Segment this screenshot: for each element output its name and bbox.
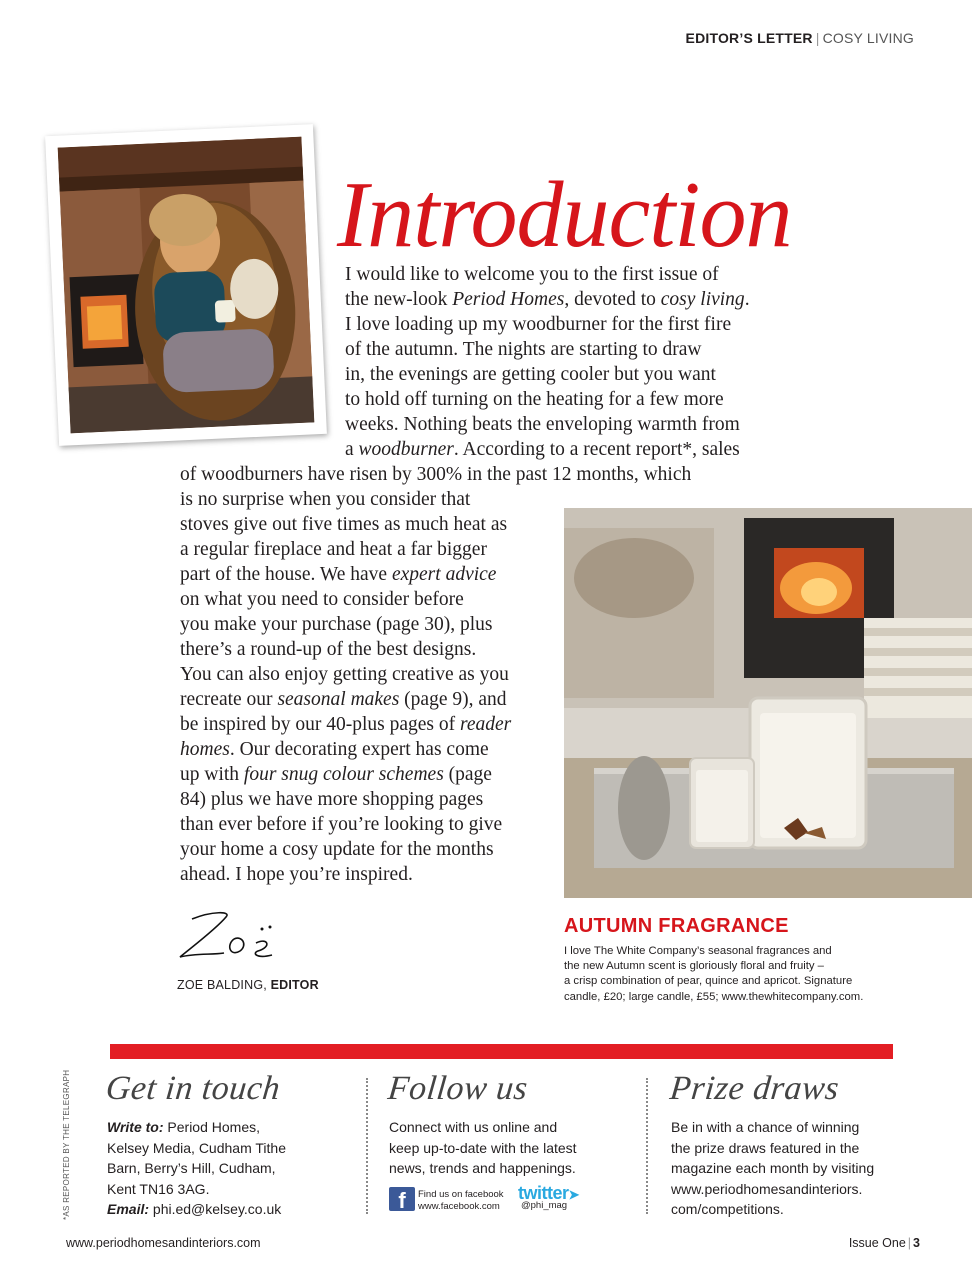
- body-text-run: of the autumn. The nights are starting to draw: [345, 339, 702, 360]
- signature-caption: [177, 978, 319, 992]
- get-in-touch-heading: Get in touch: [104, 1070, 283, 1107]
- follow-us-text: [389, 1117, 577, 1179]
- footer-page-info: [849, 1236, 920, 1250]
- body-line: [345, 362, 716, 387]
- body-line: [180, 637, 476, 662]
- body-line: [180, 712, 511, 737]
- body-text-run: the new-look: [345, 289, 453, 310]
- fragrance-caption: [564, 944, 904, 1005]
- body-line: [180, 537, 487, 562]
- body-text-run: of woodburners have risen by 300% in the past 12 months, which: [180, 464, 692, 485]
- facebook-url[interactable]: www.facebook.com: [418, 1201, 500, 1212]
- body-text-run: you make your purchase (page 30), plus: [180, 614, 493, 635]
- facebook-label: Find us on facebook: [418, 1189, 504, 1200]
- body-line: [345, 437, 740, 462]
- body-emphasis: cosy living: [660, 289, 745, 310]
- header-separator: |: [815, 30, 820, 46]
- body-text-run: your home a cosy update for the months: [180, 839, 494, 860]
- body-text-run: (page 9), and: [399, 689, 507, 710]
- body-line: [180, 562, 496, 587]
- body-line: [345, 387, 724, 412]
- email-label: Email:: [107, 1201, 150, 1217]
- editor-portrait-image: [58, 137, 315, 434]
- body-line: [345, 312, 731, 337]
- red-divider-bar: [110, 1044, 893, 1059]
- facebook-link[interactable]: [389, 1187, 415, 1211]
- prize-draws-text: [671, 1117, 874, 1220]
- body-text-run: up with: [180, 764, 244, 785]
- autumn-candle-image: [564, 508, 972, 898]
- body-text-run: to hold off turning on the heating for a few more: [345, 389, 724, 410]
- body-emphasis: reader: [460, 714, 512, 735]
- page-title: Introduction: [337, 163, 792, 267]
- prize-line: the prize draws featured in the: [671, 1139, 860, 1156]
- candle-photo: [564, 508, 972, 898]
- footer-separator: |: [907, 1236, 912, 1250]
- body-line: [180, 587, 464, 612]
- facebook-text[interactable]: [418, 1189, 504, 1213]
- body-line: [180, 837, 494, 862]
- prize-line: Be in with a chance of winning: [671, 1119, 860, 1135]
- body-line: [345, 262, 719, 287]
- body-text-run: (page: [443, 764, 492, 785]
- body-line: [345, 337, 702, 362]
- fragrance-line: candle, £20; large candle, £55; www.thewhitecompany.com.: [564, 990, 864, 1003]
- editor-signature: [172, 905, 292, 976]
- section-label: EDITOR’S LETTER: [685, 30, 813, 46]
- twitter-handle[interactable]: @phi_mag: [521, 1200, 568, 1211]
- section-header: [686, 30, 914, 46]
- body-text-run: weeks. Nothing beats the enveloping warmth from: [345, 414, 740, 435]
- address-line: Period Homes,: [163, 1119, 260, 1135]
- body-text-run: a: [345, 439, 359, 460]
- body-text-run: is no surprise when you consider that: [180, 489, 471, 510]
- body-text-run: .: [744, 289, 750, 310]
- body-line: [180, 512, 507, 537]
- body-emphasis: expert advice: [391, 564, 497, 585]
- email-address[interactable]: phi.ed@kelsey.co.uk: [149, 1201, 282, 1217]
- body-emphasis: four snug colour schemes: [243, 764, 444, 785]
- body-text-run: in, the evenings are getting cooler but you want: [345, 364, 716, 385]
- body-line: [180, 612, 492, 637]
- signature-graphic: [172, 905, 292, 971]
- body-text-run: . According to a recent report*, sales: [453, 439, 740, 460]
- address-line: Kelsey Media, Cudham Tithe: [107, 1139, 286, 1156]
- body-line: [180, 787, 483, 812]
- body-emphasis: homes: [180, 739, 230, 760]
- body-text-run: than ever before if you’re looking to give: [180, 814, 503, 835]
- body-text-run: ahead. I hope you’re inspired.: [180, 864, 413, 885]
- follow-us-heading: Follow us: [386, 1070, 530, 1107]
- body-line: [180, 662, 509, 687]
- facebook-icon[interactable]: f: [389, 1187, 415, 1211]
- body-text-run: part of the house. We have: [180, 564, 392, 585]
- fragrance-line: the new Autumn scent is gloriously floral and fruity –: [564, 960, 824, 973]
- body-text-run: I love loading up my woodburner for the first fire: [345, 314, 732, 335]
- body-text-run: stoves give out five times as much heat as: [180, 514, 508, 535]
- fragrance-heading: AUTUMN FRAGRANCE: [564, 915, 789, 937]
- column-divider: [646, 1078, 648, 1214]
- body-text-run: . Our decorating expert has come: [229, 739, 489, 760]
- follow-line: keep up-to-date with the latest: [389, 1139, 577, 1156]
- column-divider: [366, 1078, 368, 1214]
- body-text-run: be inspired by our 40-plus pages of: [180, 714, 460, 735]
- body-line: [180, 812, 502, 837]
- body-line: [180, 737, 489, 762]
- body-text-run: You can also enjoy getting creative as you: [180, 664, 509, 685]
- editor-name: ZOE BALDING,: [177, 978, 271, 992]
- follow-line: Connect with us online and: [389, 1119, 558, 1135]
- contact-details: [107, 1117, 286, 1220]
- body-emphasis: woodburner: [358, 439, 454, 460]
- body-line: [180, 462, 691, 487]
- body-line: [180, 762, 492, 787]
- body-text-run: there’s a round-up of the best designs.: [180, 639, 477, 660]
- body-text-run: , devoted to: [564, 289, 661, 310]
- address-line: Barn, Berry’s Hill, Cudham,: [107, 1160, 276, 1176]
- twitter-logo-text: twitter: [518, 1183, 569, 1203]
- address-line: Kent TN16 3AG.: [107, 1180, 210, 1197]
- body-text-run: a regular fireplace and heat a far bigger: [180, 539, 487, 560]
- editor-role: EDITOR: [270, 978, 319, 992]
- body-text-run: recreate our: [180, 689, 278, 710]
- write-to-label: Write to:: [107, 1119, 164, 1135]
- prize-draws-heading: Prize draws: [668, 1070, 841, 1107]
- source-footnote: *AS REPORTED BY THE TELEGRAPH: [62, 1069, 71, 1220]
- body-line: [180, 862, 413, 887]
- body-line: [180, 487, 470, 512]
- body-line: [345, 412, 740, 437]
- follow-line: news, trends and happenings.: [389, 1160, 576, 1176]
- body-text-run: I would like to welcome you to the first issue of: [345, 264, 719, 285]
- page-number: 3: [913, 1236, 920, 1250]
- body-text-run: 84) plus we have more shopping pages: [180, 789, 484, 810]
- issue-label: Issue One: [848, 1236, 906, 1250]
- twitter-icon[interactable]: twitter➤: [518, 1183, 579, 1203]
- prize-url-line[interactable]: com/competitions.: [671, 1201, 784, 1217]
- body-emphasis: seasonal makes: [277, 689, 400, 710]
- body-emphasis: Period Homes: [452, 289, 565, 310]
- body-text-run: on what you need to consider before: [180, 589, 464, 610]
- subsection-label: COSY LIVING: [822, 30, 914, 46]
- prize-url-line[interactable]: www.periodhomesandinteriors.: [671, 1180, 863, 1197]
- fragrance-line: I love The White Company’s seasonal fragrances and: [564, 945, 832, 957]
- footer-website[interactable]: www.periodhomesandinteriors.com: [66, 1236, 261, 1250]
- editor-photo: [45, 124, 327, 446]
- prize-line: magazine each month by visiting: [671, 1160, 875, 1176]
- body-line: [180, 687, 507, 712]
- fragrance-line: a crisp combination of pear, quince and apricot. Signature: [564, 975, 853, 988]
- body-line: [345, 287, 750, 312]
